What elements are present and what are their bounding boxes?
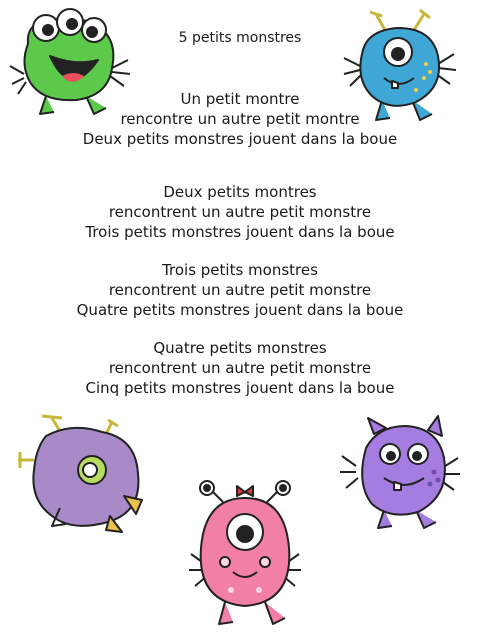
purple-monster-illustration <box>12 404 152 544</box>
stanza-line: rencontrent un autre petit monstre <box>108 359 372 377</box>
stanza-line: Deux petits montres <box>163 183 317 201</box>
stanza-line: Deux petits monstres jouent dans la boue <box>82 130 398 148</box>
stanza-4 <box>0 338 480 398</box>
stanza-line: rencontrent un autre petit monstre <box>108 203 372 221</box>
stanza-2 <box>0 182 480 242</box>
stanza-line: Cinq petits monstres jouent dans la boue <box>85 379 395 397</box>
violet-monster-illustration <box>338 414 468 532</box>
stanza-line: rencontrent un autre petit monstre <box>108 281 372 299</box>
stanza-line: Un petit montre <box>180 90 300 108</box>
stanza-line: Trois petits monstres <box>162 261 318 279</box>
stanza-line: Quatre petits monstres <box>153 339 327 357</box>
stanza-line: rencontre un autre petit montre <box>120 110 360 128</box>
pink-monster-illustration <box>185 478 305 628</box>
stanza-line: Quatre petits monstres jouent dans la boue <box>76 301 404 319</box>
poem-title: 5 petits monstres <box>178 30 302 46</box>
green-monster-illustration <box>6 4 136 122</box>
blue-monster-illustration <box>340 8 460 128</box>
stanza-line: Trois petits monstres jouent dans la boue <box>85 223 395 241</box>
stanza-3 <box>0 260 480 320</box>
